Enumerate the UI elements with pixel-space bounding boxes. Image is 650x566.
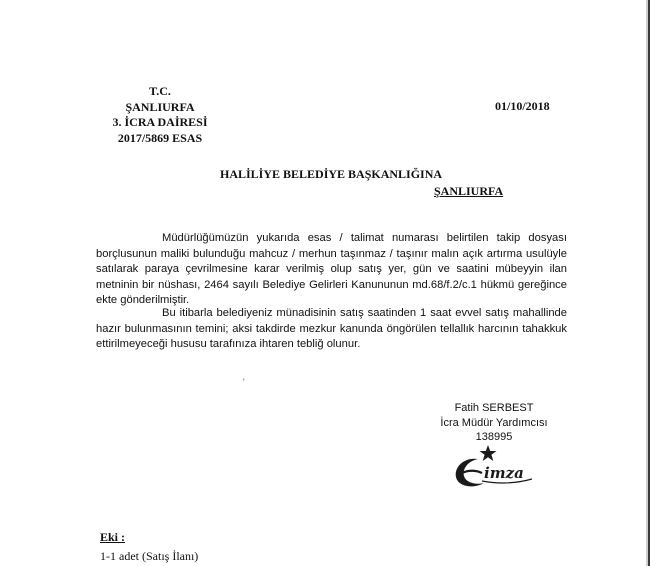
signature-block	[434, 401, 554, 445]
header-city: ŞANLIURFA	[125, 99, 195, 114]
paragraph-text: Bu itibarla belediyeniz münadisinin satış saatinden 1 saat evvel satış mahallinde hazır bulunmasının temini; aksi takdirde mezkur kanunda öngörülen tellallık harcının tahakkuk ettirilmeyeceği hususu tarafınıza ihtaren tebliğ olunur.	[96, 307, 567, 350]
addressee-city: ŞANLIURFA	[434, 184, 504, 198]
signer-number: 138995	[475, 431, 513, 443]
body-paragraph-2	[96, 306, 567, 353]
header-office: 3. İCRA DAİRESİ	[112, 115, 208, 129]
addressee-title: HALİLİYE BELEDİYE BAŞKANLIĞINA	[220, 167, 443, 181]
esign-script-text: imza	[484, 464, 524, 482]
signer-name: Fatih SERBEST	[454, 402, 534, 414]
signer-title: İcra Müdür Yardımcısı	[440, 416, 548, 429]
header-tc: T.C.	[149, 84, 171, 98]
attachment-item: 1-1 adet (Satış İlanı)	[100, 549, 199, 563]
issuer-header	[100, 84, 220, 146]
document-date: 01/10/2018	[495, 99, 550, 113]
body-paragraph-1	[96, 231, 567, 309]
header-file-number: 2017/5869 ESAS	[117, 130, 203, 145]
e-signature-logo	[448, 443, 538, 491]
star-icon	[480, 445, 497, 461]
scan-mark: '	[243, 377, 245, 387]
paragraph-text: Müdürlüğümüzün yukarıda esas / talimat numarası belirtilen takip dosyası borçlusunun maliki bulunduğu mahcuz / merhun taşınmaz / taşınır malın açık artırma usulüyle satılarak paraya çevrilmesine karar verilmiş olup satış yer, gün ve saatini mübeyyin ilan metninin bir nüshası, 2464 sayılı Belediye Gelirleri Kanununun md.68/f.2/c.1 hükmü gereğince ekte gönderilmiştir.	[96, 232, 567, 306]
attachments-label: Eki :	[100, 530, 126, 544]
